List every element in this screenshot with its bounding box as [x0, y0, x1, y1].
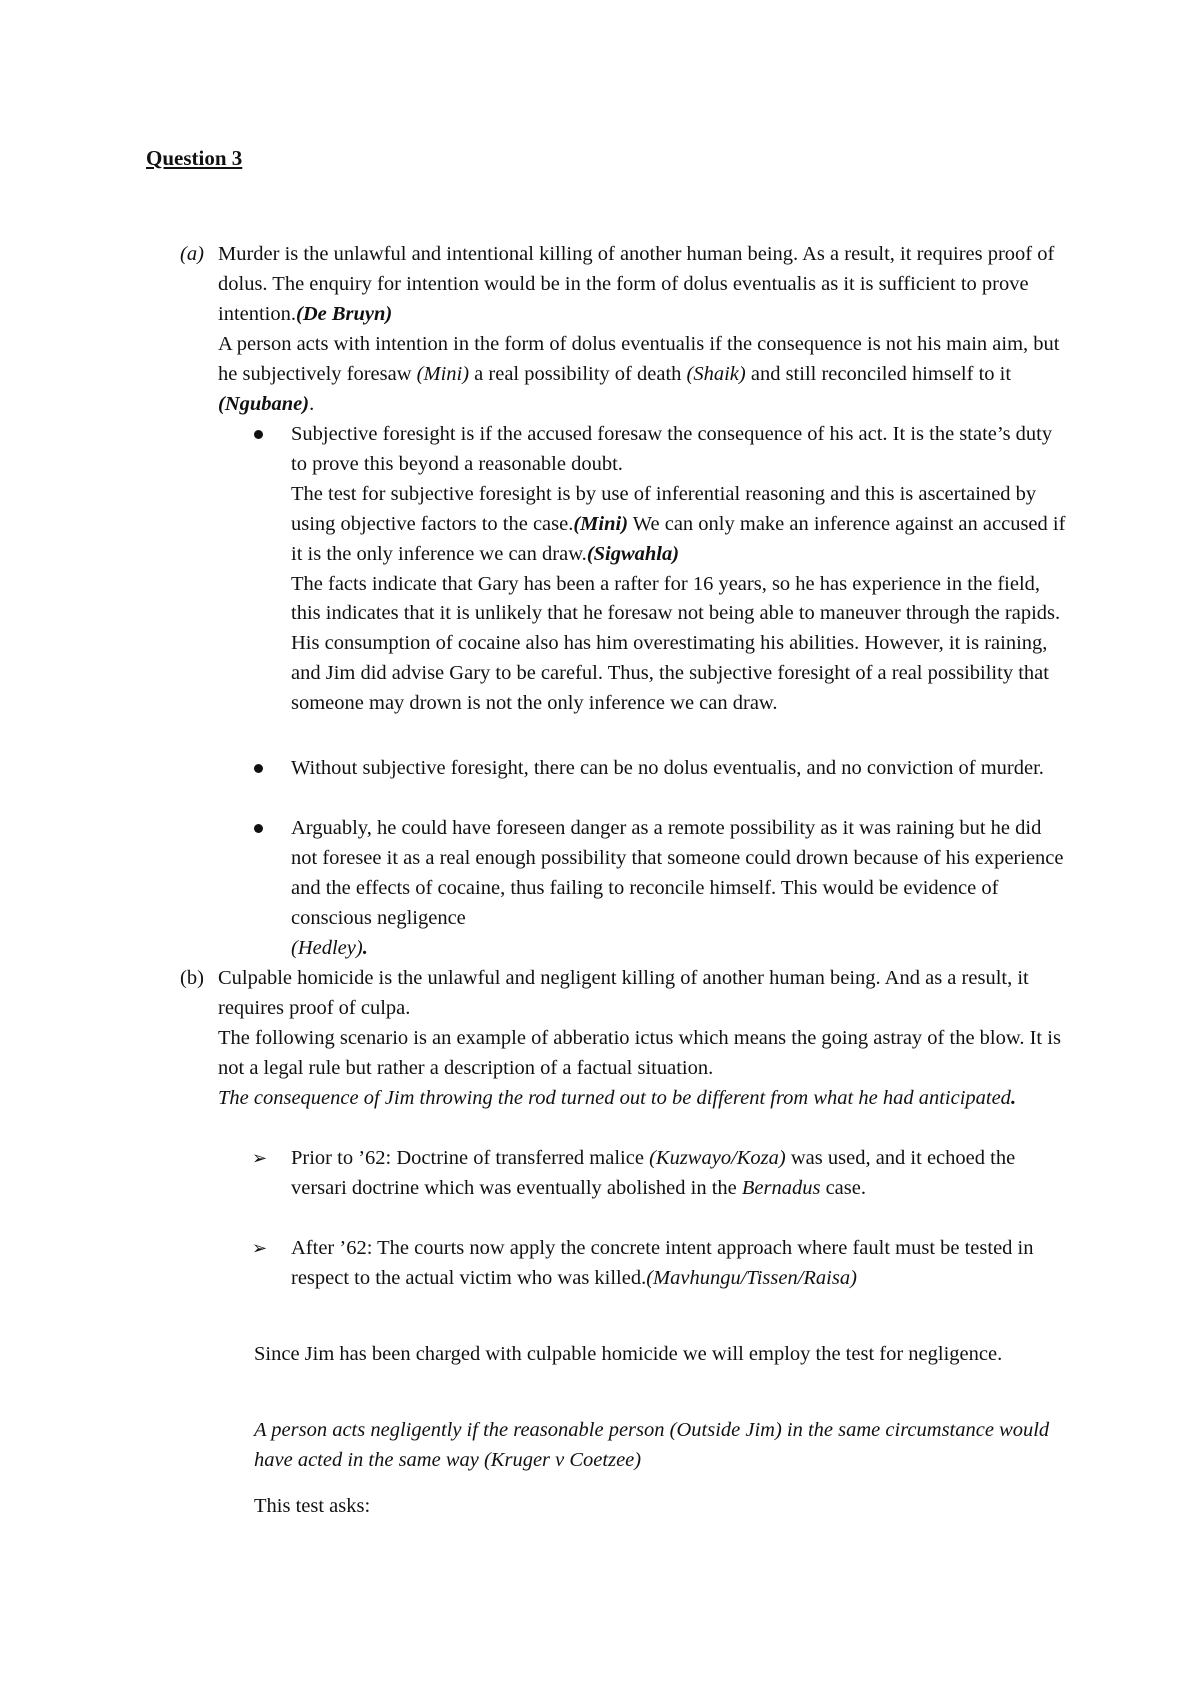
- citation-kuzwayo-koza: (Kuzwayo/Koza): [649, 1147, 786, 1169]
- citation-ngubane: (Ngubane): [218, 392, 310, 415]
- negligence-test: A person acts negligently if the reasonable person (Outside Jim) in the same circumstance would have acted in the same way (Kruger v Coetzee): [254, 1419, 1050, 1471]
- part-b-consequence: [218, 1084, 1068, 1114]
- part-b-label: (b): [180, 967, 204, 989]
- bullet-1-inference: We can only make an inference against an accused if it is the only inference we can draw.: [291, 512, 1066, 565]
- bullet-1-text-2: [291, 480, 1071, 570]
- dolus-text-1: A person acts with intention in the form of dolus eventualis if the consequence is not his main aim, but he subjectively foresaw: [218, 333, 1060, 385]
- citation-hedley: (Hedley): [291, 936, 363, 959]
- dolus-text-2: a real possibility of death: [469, 362, 687, 385]
- citation-mini-2: (Mini): [573, 512, 629, 535]
- arrow-bullet-icon: ➢: [252, 1238, 268, 1258]
- bullet-icon: [254, 430, 263, 439]
- bullet-no-dolus: Without subjective foresight, there can be no dolus eventualis, and no conviction of murder.: [291, 757, 1044, 779]
- part-a-text: Murder is the unlawful and intentional killing of another human being. As a result, it requires proof of dolus. The enquiry for intention would be in the form of dolus eventualis as it is sufficient to prove intention.: [218, 243, 1055, 325]
- part-b-definition: Culpable homicide is the unlawful and negligent killing of another human being. And as a result, it requires proof of culpa.: [218, 967, 1029, 1019]
- bullet-1-facts: The facts indicate that Gary has been a rafter for 16 years, so he has experience in the field, this indicates that it is unlikely that he foresaw not being able to maneuver through the rapids. His consumption of cocaine also has him overestimating his abilities. However, it is raining, and Jim did advise Gary to be careful. Thus, the subjective foresight of a real possibility that someone may drown is not the only inference we can draw.: [291, 572, 1061, 715]
- part-b-aberratio: The following scenario is an example of abberatio ictus which means the going astray of the blow. It is not a legal rule but rather a description of a factual situation.: [218, 1026, 1061, 1079]
- arrow-item-after-62: [291, 1234, 1071, 1294]
- citation-shaik: (Shaik): [686, 362, 746, 385]
- prior-62-text: Prior to ’62: Doctrine of transferred malice: [291, 1147, 650, 1169]
- bullet-3-end: .: [362, 936, 368, 959]
- bullet-1-text-1: Subjective foresight is if the accused foresaw the consequence of his act. It is the state’s duty to prove this beyond a reasonable doubt.: [291, 423, 1053, 475]
- bullet-icon: [254, 824, 263, 833]
- test-asks: This test asks:: [254, 1495, 371, 1517]
- dolus-text-4: .: [309, 392, 315, 415]
- prior-62-text-3: case.: [820, 1176, 866, 1199]
- negligence-intro: Since Jim has been charged with culpable homicide we will employ the test for negligence.: [254, 1343, 1003, 1365]
- part-a-dolus-eventualis: [218, 330, 1068, 420]
- part-a-label: (a): [180, 243, 204, 265]
- consequence-end: .: [1010, 1086, 1017, 1109]
- citation-mavhungu: (Mavhungu/Tissen/Raisa): [646, 1266, 857, 1289]
- citation-sigwahla: (Sigwahla): [586, 542, 680, 565]
- question-heading: Question 3: [146, 146, 243, 170]
- arrow-item-prior-62: [291, 1144, 1071, 1204]
- citation-de-bruyn: (De Bruyn): [296, 302, 393, 325]
- after-62-text: After ’62: The courts now apply the concrete intent approach where fault must be tested in respect to the actual victim who was killed.: [291, 1237, 1034, 1289]
- citation-mini: (Mini): [416, 362, 470, 385]
- bullet-subjective-foresight: [291, 420, 1071, 719]
- bullet-conscious-negligence: [291, 814, 1071, 964]
- arrow-bullet-icon: ➢: [252, 1148, 268, 1168]
- part-a-definition: [218, 240, 1068, 330]
- bullet-icon: [254, 764, 263, 773]
- prior-62-text-2: was used, and it echoed the versari doctrine which was eventually abolished in the: [291, 1147, 1016, 1199]
- bullet-1-test: The test for subjective foresight is by use of inferential reasoning and this is ascertained by using objective factors to the case.: [291, 482, 1037, 535]
- bullet-3-text: Arguably, he could have foreseen danger as a remote possibility as it was raining but he did not foresee it as a real enough possibility that someone could drown because of his experience and the effects of cocaine, thus failing to reconcile himself. This would be evidence of conscious negligence: [291, 817, 1064, 929]
- dolus-text-3: and still reconciled himself to it: [745, 362, 1012, 385]
- part-b-body: [218, 964, 1068, 1114]
- case-bernadus: Bernadus: [741, 1176, 821, 1199]
- consequence-text: The consequence of Jim throwing the rod turned out to be different from what he had anticipated: [218, 1086, 1011, 1109]
